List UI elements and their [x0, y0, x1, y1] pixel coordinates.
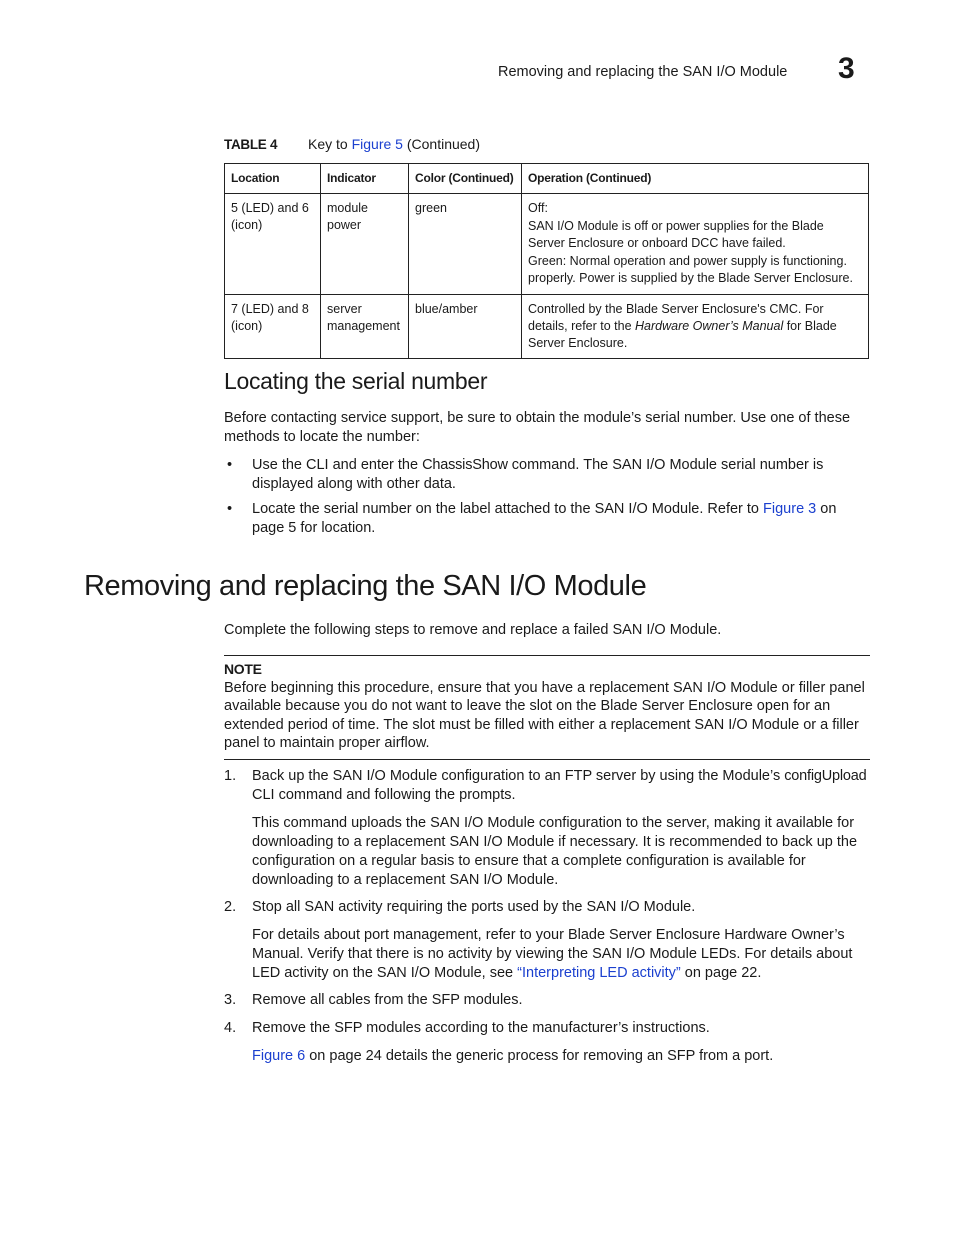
table-row	[225, 295, 869, 359]
step-number: 2.	[224, 899, 237, 915]
header-indicator: Indicator	[321, 164, 409, 194]
note-label: NOTE	[224, 661, 262, 677]
key-table	[224, 163, 869, 359]
step-text: Remove the SFP modules according to the manufacturer’s instructions.	[252, 1020, 710, 1036]
interpreting-led-link[interactable]: “Interpreting LED activity”	[517, 965, 681, 981]
figure-3-link[interactable]: Figure 3	[763, 501, 817, 517]
header-operation: Operation (Continued)	[522, 164, 869, 194]
step-4	[224, 1019, 870, 1038]
figure-6-link[interactable]: Figure 6	[252, 1048, 306, 1064]
bullet-text: Use the CLI and enter the	[252, 457, 423, 473]
operation-line: SAN I/O Module is off or power supplies for the Blade Server Enclosure or onboard DCC have failed.	[528, 219, 824, 250]
bullet-icon: •	[227, 501, 233, 517]
cell-location: 7 (LED) and 8 (icon)	[225, 295, 321, 359]
list-item	[224, 500, 870, 538]
note-box	[224, 655, 870, 760]
serial-intro: Before contacting service support, be sure to obtain the module’s serial number. Use one of these methods to locate the number:	[224, 410, 851, 445]
step-1	[224, 767, 870, 805]
step-text: Back up the SAN I/O Module configuration to an FTP server by using the Module’s	[252, 768, 785, 784]
step-text: CLI command and following the prompts.	[252, 787, 516, 803]
section-heading-serial: Locating the serial number	[224, 368, 488, 394]
removing-intro: Complete the following steps to remove and replace a failed SAN I/O Module.	[224, 622, 722, 638]
table-label: TABLE 4	[224, 137, 278, 152]
header-location: Location	[225, 164, 321, 194]
step-text: Stop all SAN activity requiring the ports used by the SAN I/O Module.	[252, 899, 696, 915]
running-header-title: Removing and replacing the SAN I/O Module	[498, 64, 788, 80]
cell-location: 5 (LED) and 6 (icon)	[225, 194, 321, 295]
cell-indicator: module power	[321, 194, 409, 295]
caption-suffix: (Continued)	[402, 136, 480, 152]
operation-text: for Blade Server Enclosure.	[528, 319, 837, 350]
step-number: 3.	[224, 992, 237, 1008]
operation-line: Green: Normal operation and power supply is functioning. properly. Power is supplied by the Blade Server Enclosure.	[528, 254, 853, 285]
table-caption	[224, 136, 480, 152]
step-1-detail: This command uploads the SAN I/O Module configuration to the server, making it available for downloading to a replacement SAN I/O Module if necessary. It is recommended to back up the configuration on a regular basis to ensure that a complete configuration is available for downloading to a replacement SAN I/O Module.	[252, 815, 858, 888]
bullet-icon: •	[227, 457, 233, 473]
step-number: 4.	[224, 1020, 237, 1036]
chapter-number: 3	[838, 52, 855, 85]
detail-text: For details about port management, refer to your Blade Server Enclosure Hardware Owner’s Manual. Verify that there is no activity by viewing the SAN I/O Module LEDs. For details about LED activity on the SAN I/O Module, see	[252, 927, 853, 981]
operation-text: Controlled by the Blade Server Enclosure's CMC. For details, refer to the	[528, 302, 824, 333]
bullet-text: command. The SAN I/O Module serial number is displayed along with other data.	[252, 457, 824, 492]
command-name: configUpload	[784, 768, 867, 784]
table-header-row	[225, 164, 869, 194]
bullet-text: Locate the serial number on the label attached to the SAN I/O Module. Refer to	[252, 501, 764, 517]
detail-text: on page 22.	[680, 965, 762, 981]
bullet-text: on page 5 for location.	[252, 501, 837, 536]
detail-text: on page 24 details the generic process for removing an SFP from a port.	[305, 1048, 774, 1064]
table-row	[225, 194, 869, 295]
cell-operation	[522, 194, 869, 295]
manual-title: Hardware Owner’s Manual	[635, 319, 784, 333]
step-text: Remove all cables from the SFP modules.	[252, 992, 523, 1008]
note-text: Before beginning this procedure, ensure that you have a replacement SAN I/O Module or filler panel available because you do not want to leave the slot on the Blade Server Enclosure open for an extended period of time. The slot must be filled with either a replacement SAN I/O Module or a filler panel to maintain proper airflow.	[224, 679, 865, 751]
operation-line: Off:	[528, 201, 548, 215]
list-item	[224, 456, 870, 494]
caption-prefix: Key to	[308, 136, 352, 152]
figure-5-link[interactable]: Figure 5	[351, 136, 403, 152]
step-2-detail	[252, 926, 870, 983]
step-4-detail	[252, 1047, 870, 1066]
step-3	[224, 991, 870, 1010]
cell-operation	[522, 295, 869, 359]
step-number: 1.	[224, 768, 237, 784]
step-2	[224, 898, 870, 917]
section-heading-removing: Removing and replacing the SAN I/O Module	[84, 570, 647, 602]
cell-color: blue/amber	[409, 295, 522, 359]
cell-color: green	[409, 194, 522, 295]
command-name: ChassisShow	[422, 457, 508, 473]
header-color: Color (Continued)	[409, 164, 522, 194]
cell-indicator: server management	[321, 295, 409, 359]
